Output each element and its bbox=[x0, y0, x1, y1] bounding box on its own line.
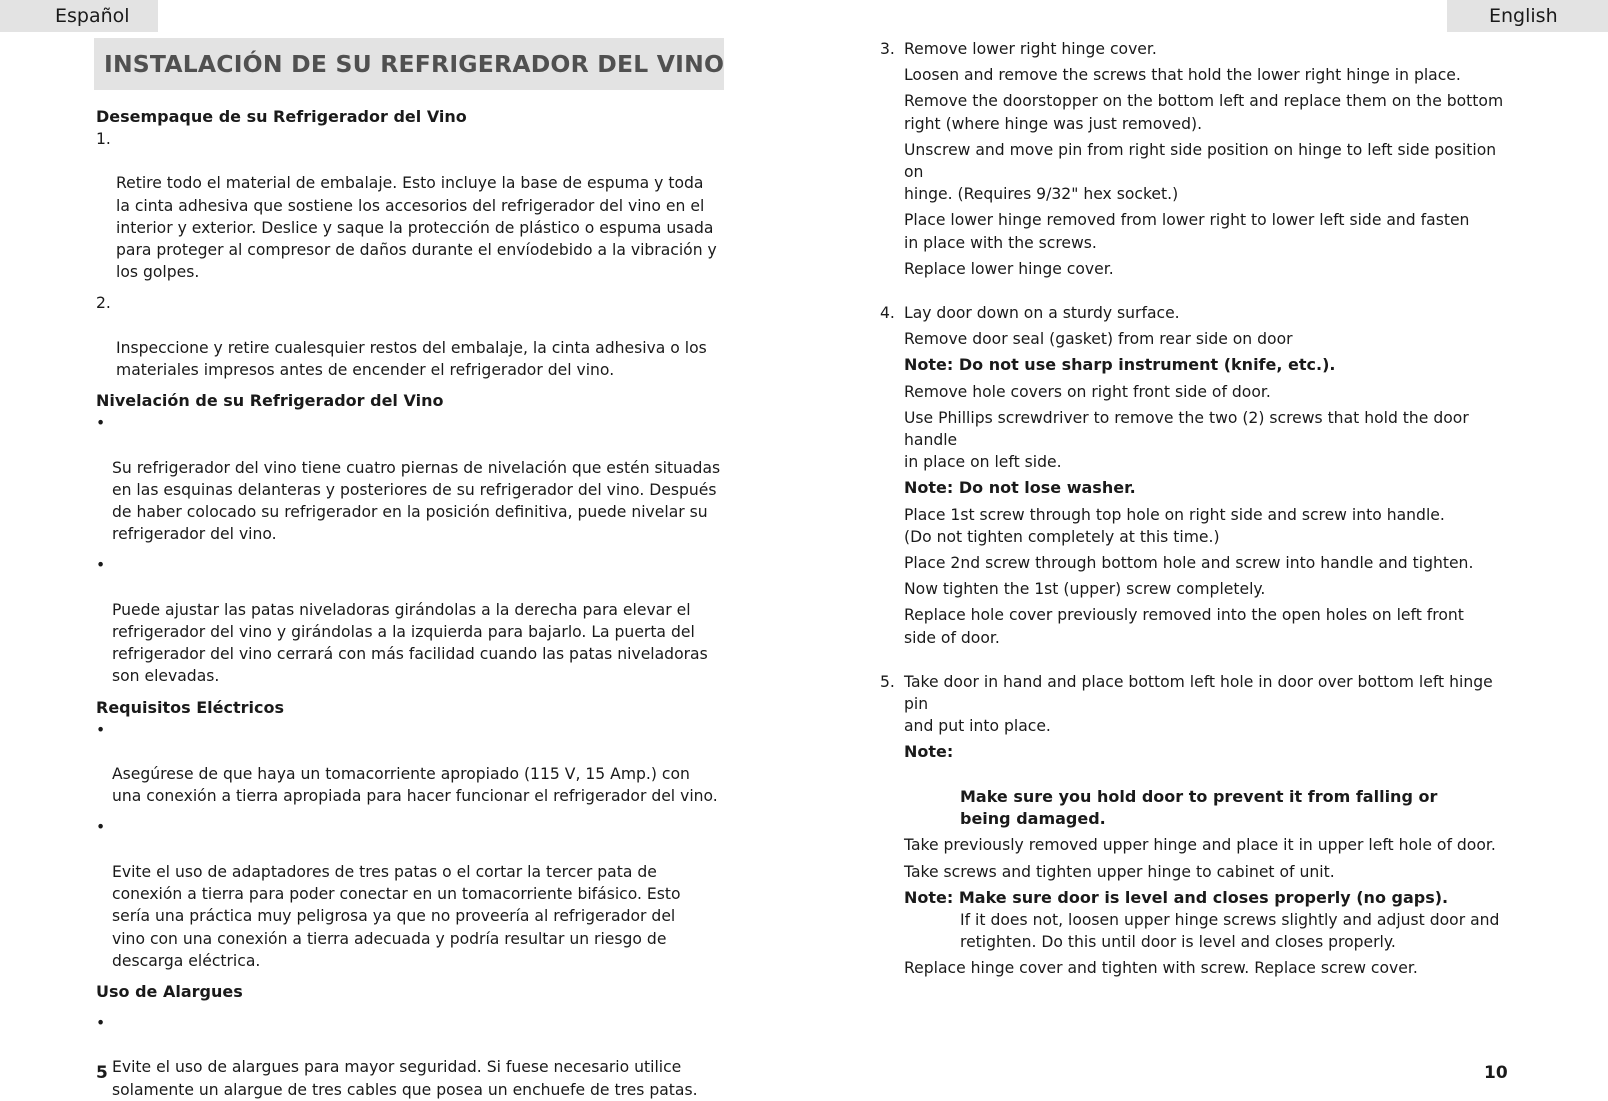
step-line: Replace lower hinge cover. bbox=[904, 259, 1114, 278]
list-text: Asegúrese de que haya un tomacorriente apropiado (115 V, 15 Amp.) con una conexión a tierra apropiada para hacer funcionar el refrigerador del vino. bbox=[112, 765, 718, 806]
bullet-icon: • bbox=[96, 818, 106, 837]
list-text: Evite el uso de adaptadores de tres patas o el cortar la tercer pata de conexión a tierra para poder conectar en un tomacorriente bifásico. Esto sería una práctica muy peligrosa ya que no proveería al refrigerador del vino con una conexión a tierra adecuada y podría resultar un riesgo de descarga eléctrica. bbox=[112, 862, 681, 970]
step-line: Now tighten the 1st (upper) screw completely. bbox=[904, 580, 1266, 599]
bullet-icon: • bbox=[96, 1013, 106, 1032]
list-item bbox=[96, 719, 726, 808]
step-5 bbox=[880, 671, 1520, 980]
step-line: Take screws and tighten upper hinge to cabinet of unit. bbox=[904, 862, 1335, 881]
step-line: Remove hole covers on right front side of door. bbox=[904, 382, 1271, 401]
step-line: Loosen and remove the screws that hold the lower right hinge in place. bbox=[904, 66, 1461, 85]
bullet-icon: • bbox=[96, 556, 106, 575]
section-heading-electrical: Requisitos Eléctricos bbox=[96, 697, 285, 717]
list-text: Inspeccione y retire cualesquier restos del embalaje, la cinta adhesiva o los materiales impresos antes de encender el refrigerador del vino. bbox=[116, 338, 707, 380]
list-text: Retire todo el material de embalaje. Esto incluye la base de espuma y toda la cinta adhesiva que sostiene los accesorios del refrigerador del vino en el interior y exterior. Deslice y saque la protección de plástico o espuma usada para proteger al compresor de daños durante el envíodebido a la vibración y los golpes. bbox=[116, 174, 717, 282]
note-label: Note: bbox=[904, 742, 954, 762]
note-text: Make sure you hold door to prevent it from falling or being damaged. bbox=[960, 786, 1438, 829]
list-item bbox=[96, 554, 726, 687]
step-line: Remove lower right hinge cover. bbox=[904, 40, 1157, 58]
step-line: Remove the doorstopper on the bottom left and replace them on the bottom right (where hinge was just removed). bbox=[904, 92, 1504, 133]
bullet-icon: • bbox=[96, 720, 106, 739]
step-4 bbox=[880, 302, 1520, 649]
step-line: Place 2nd screw through bottom hole and screw into handle and tighten. bbox=[904, 554, 1474, 573]
list-text: Puede ajustar las patas niveladoras girándolas a la derecha para elevar el refrigerador del vino y girándolas a la izquierda para bajarlo. La puerta del refrigerador del vino cerrará con más facilidad cuando las patas niveladoras son elevadas. bbox=[112, 600, 708, 686]
note-continuation: If it does not, loosen upper hinge screws slightly and adjust door and retighten. Do this until door is level and closes properly. bbox=[960, 910, 1500, 952]
page-number-right: 10 bbox=[1484, 1063, 1508, 1083]
language-tab-english: English bbox=[1447, 0, 1608, 32]
step-number: 4. bbox=[880, 304, 895, 323]
section-heading-unpack: Desempaque de su Refrigerador del Vino bbox=[96, 107, 467, 126]
bullet-icon: • bbox=[96, 414, 106, 433]
step-line: Place lower hinge removed from lower right to lower left side and fasten in place with the screws. bbox=[904, 211, 1470, 252]
page-number-left: 5 bbox=[96, 1063, 108, 1083]
section-heading-leveling: Nivelación de su Refrigerador del Vino bbox=[96, 391, 444, 411]
step-line: Place 1st screw through top hole on right side and screw into handle. (Do not tighten completely at this time.) bbox=[904, 505, 1445, 546]
step-line: Remove door seal (gasket) from rear side on door bbox=[904, 330, 1293, 349]
english-page bbox=[880, 38, 1520, 984]
list-text: Su refrigerador del vino tiene cuatro piernas de nivelación que estén situadas en las esquinas delanteras y posteriores de su refrigerador del vino. Después de haber colocado su refrigerador en la posición definitiva, puede nivelar su refrigerador del vino. bbox=[112, 458, 721, 544]
step-line: Take door in hand and place bottom left hole in door over bottom left hinge pin and put into place. bbox=[904, 672, 1493, 736]
section-heading-extension-cords: Uso de Alargues bbox=[96, 981, 243, 1001]
note: Note: Do not lose washer. bbox=[904, 478, 1136, 498]
list-item bbox=[96, 292, 726, 381]
list-item bbox=[96, 816, 726, 971]
list-item bbox=[96, 128, 726, 283]
list-marker: 2. bbox=[96, 294, 111, 313]
note: Note: Do not use sharp instrument (knife, etc.). bbox=[904, 355, 1336, 375]
step-line: Unscrew and move pin from right side position on hinge to left side position on hinge. (Requires 9/32" hex socket.) bbox=[904, 140, 1497, 204]
step-3 bbox=[880, 38, 1520, 280]
step-line: Lay door down on a sturdy surface. bbox=[904, 304, 1180, 323]
step-number: 3. bbox=[880, 40, 895, 58]
list-item bbox=[96, 412, 726, 545]
note: Note: Make sure door is level and closes properly (no gaps). bbox=[904, 887, 1449, 907]
step-line: Take previously removed upper hinge and place it in upper left hole of door. bbox=[904, 836, 1496, 855]
note bbox=[904, 741, 1520, 830]
language-tab-spanish: Español bbox=[0, 0, 158, 32]
list-item bbox=[96, 1012, 726, 1101]
step-line: Replace hole cover previously removed into the open holes on left front side of door. bbox=[904, 606, 1464, 647]
step-number: 5. bbox=[880, 672, 895, 691]
page-title: INSTALACIÓN DE SU REFRIGERADOR DEL VINO bbox=[94, 38, 724, 90]
step-line: Replace hinge cover and tighten with screw. Replace screw cover. bbox=[904, 959, 1418, 978]
list-marker: 1. bbox=[96, 130, 111, 148]
step-line: Use Phillips screwdriver to remove the two (2) screws that hold the door handle in place on left side. bbox=[904, 408, 1469, 472]
list-text: Evite el uso de alargues para mayor seguridad. Si fuese necesario utilice solamente un alargue de tres cables que posea un enchuefe de tres patas. bbox=[112, 1058, 698, 1099]
spanish-page bbox=[96, 38, 726, 1101]
